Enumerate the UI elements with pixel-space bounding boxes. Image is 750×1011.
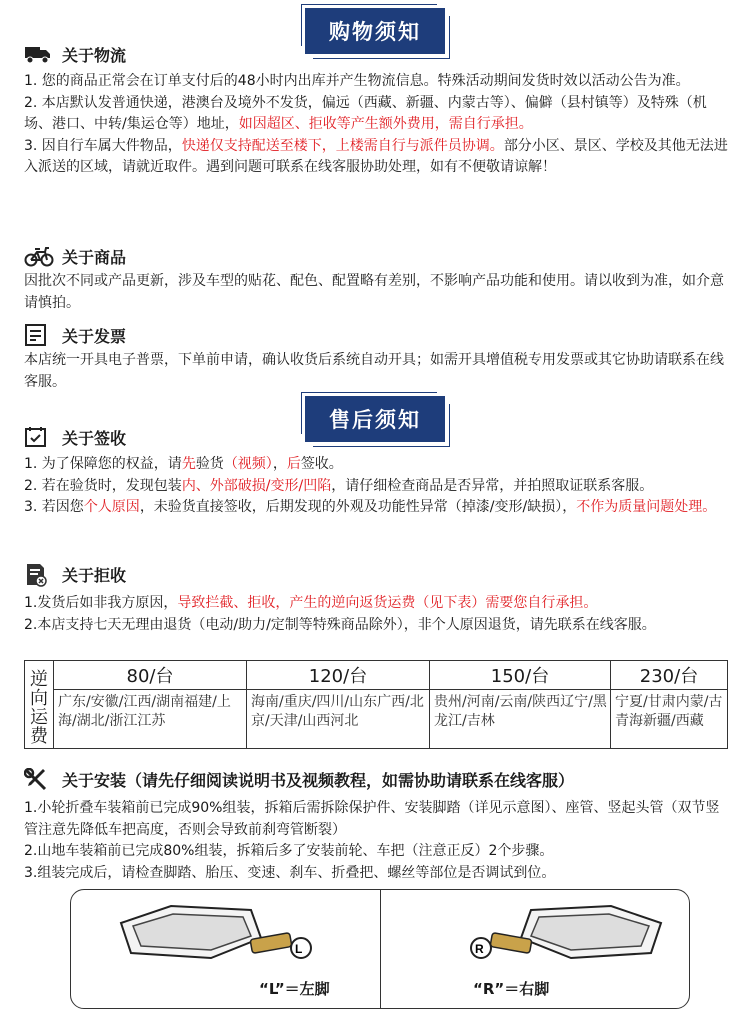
- signing-p2: 2. 若在验货时，发现包装内、外部破损/变形/凹陷，请仔细检查商品是否异常，并拍照取证联系客服。: [24, 477, 654, 494]
- install-p3: 3.组装完成后，请检查脚踏、胎压、变速、刹车、折叠把、螺丝等部位是否调试到位。: [24, 864, 556, 881]
- signing-p3: 3. 若因您个人原因，未验货直接签收，后期发现的外观及功能性异常（掉漆/变形/缺损），不作为质量问题处理。: [24, 499, 717, 515]
- reject-heading: 关于拒收: [62, 565, 127, 585]
- reject-doc-icon: [24, 563, 52, 585]
- fee-col-230: 230/台: [611, 661, 728, 690]
- install-p1: 1.小轮折叠车装箱前已完成90%组装，拆箱后需拆除保护件、安装脚踏（详见示意图）、座管、竖起头管（双节竖管注意先降低车把高度，否则会导致前刹弯管断裂）: [24, 800, 720, 838]
- bicycle-icon: [24, 245, 52, 267]
- shopping-title: 购物须知: [305, 8, 445, 54]
- fee-col-150: 150/台: [430, 661, 611, 690]
- fee-col-80: 80/台: [54, 661, 247, 690]
- logistics-p3: 3. 因自行车属大件物品，快递仅支持配送至楼下，上楼需自行与派件员协调。部分小区、景区、学校及其他无法进入派送的区域，请就近取件。遇到问题可联系在线客服协助处理，如有不便敬请谅解！: [24, 137, 728, 175]
- logistics-p2: 2. 本店默认发普通快递，港澳台及境外不发货，偏远（西藏、新疆、内蒙古等）、偏僻（县村镇等）及特殊（机场、港口、中转/集运仓等）地址，如因超区、拒收等产生额外费用，需自行承担。: [24, 94, 707, 132]
- signing-heading: 关于签收: [62, 428, 127, 448]
- aftersale-title: 售后须知: [305, 396, 445, 442]
- logistics-p1: 1. 您的商品正常会在订单支付后的48小时内出库并产生物流信息。特殊活动期间发货时效以活动公告为准。: [24, 73, 690, 89]
- logistics-section: [24, 41, 730, 179]
- fee-cell-230: 宁夏/甘肃内蒙/古青海新疆/西藏: [611, 690, 728, 749]
- checklist-icon: [24, 426, 52, 448]
- logistics-heading: 关于物流: [62, 45, 127, 65]
- right-caption: “R”＝右脚: [473, 980, 550, 998]
- wrench-screwdriver-icon: [24, 768, 52, 790]
- fee-cell-150: 贵州/河南/云南/陕西辽宁/黑龙江/吉林: [430, 690, 611, 749]
- invoice-section: [24, 322, 730, 393]
- fee-table-label: 逆向运费: [25, 661, 54, 749]
- signing-section: [24, 424, 730, 519]
- left-caption: “L”＝左脚: [259, 980, 330, 998]
- fee-cell-80: 广东/安徽/江西/湖南福建/上海/湖北/浙江江苏: [54, 690, 247, 749]
- left-mark: L: [295, 942, 303, 956]
- product-section: [24, 243, 730, 314]
- truck-icon: [24, 43, 52, 65]
- invoice-p1: 本店统一开具电子普票，下单前申请，确认收货后系统自动开具；如需开具增值税专用发票或其它协助请联系在线客服。: [24, 352, 724, 390]
- right-mark: R: [475, 942, 484, 956]
- install-p2: 2.山地车装箱前已完成80%组装，拆箱后多了安装前轮、车把（注意正反）2个步骤。: [24, 843, 554, 859]
- product-heading: 关于商品: [62, 247, 127, 267]
- receipt-icon: [24, 324, 52, 346]
- reject-section: [24, 561, 730, 636]
- install-heading: 关于安装（请先仔细阅读说明书及视频教程，如需协助请联系在线客服）: [62, 770, 575, 790]
- left-pedal-illustration: [111, 898, 351, 978]
- reject-p1: 1.发货后如非我方原因，导致拦截、拒收，产生的逆向返货运费（见下表）需要您自行承担。: [24, 595, 598, 611]
- signing-p1: 1. 为了保障您的权益，请先验货（视频），后签收。: [24, 456, 343, 472]
- right-pedal-illustration: [411, 898, 671, 978]
- install-section: [24, 766, 730, 884]
- product-p1: 因批次不同或产品更新，涉及车型的贴花、配色、配置略有差别，不影响产品功能和使用。请以收到为准，如介意请慎拍。: [24, 273, 724, 311]
- pedal-diagram: [70, 889, 690, 1009]
- return-fee-table: [24, 660, 728, 749]
- reject-p2: 2.本店支持七天无理由退货（电动/助力/定制等特殊商品除外），非个人原因退货，请先联系在线客服。: [24, 616, 656, 633]
- fee-col-120: 120/台: [247, 661, 430, 690]
- invoice-heading: 关于发票: [62, 326, 127, 346]
- fee-cell-120: 海南/重庆/四川/山东广西/北京/天津/山西河北: [247, 690, 430, 749]
